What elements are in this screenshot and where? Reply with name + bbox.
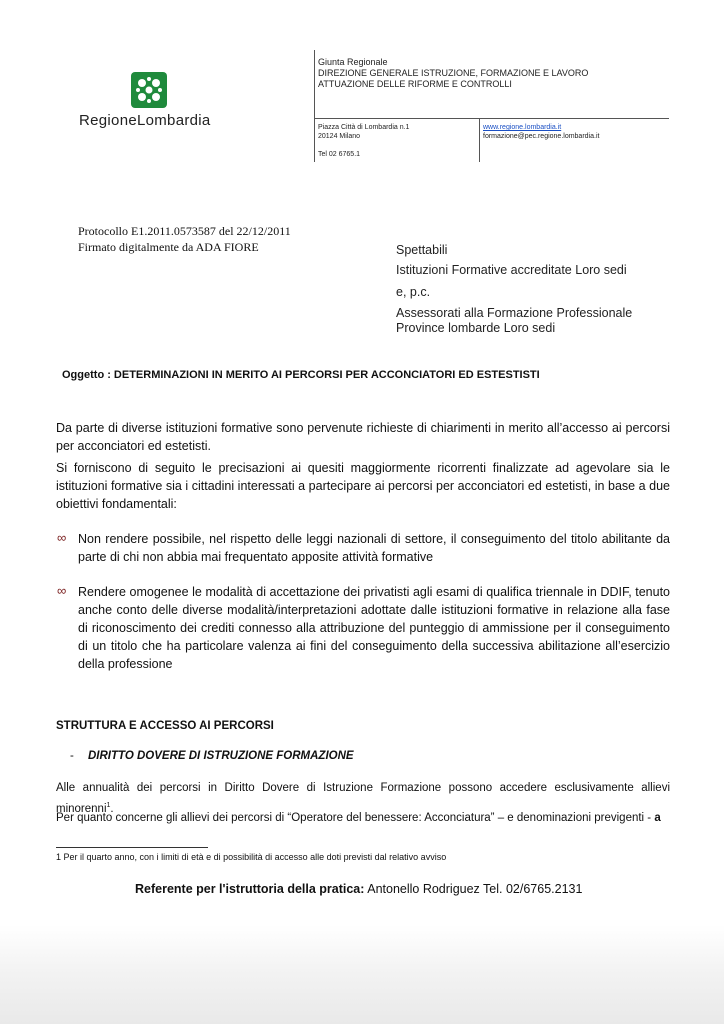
protocol-signature: Firmato digitalmente da ADA FIORE	[78, 240, 259, 254]
referent-label: Referente per l'istruttoria della pratica:	[135, 882, 365, 896]
referent-contact: Antonello Rodriguez Tel. 02/6765.2131	[367, 882, 583, 896]
region-logo-text: RegioneLombardia	[79, 112, 211, 129]
header-website-link[interactable]: www.regione.lombardia.it	[483, 124, 562, 131]
header-email: formazione@pec.regione.lombardia.it	[483, 133, 600, 140]
letter-subject: Oggetto : DETERMINAZIONI IN MERITO AI PERCORSI PER ACCONCIATORI ED ESTESTISTI	[62, 369, 540, 381]
referent-line	[135, 882, 582, 896]
infinity-bullet-icon: ∞	[57, 583, 67, 598]
header-address-city: 20124 Milano	[318, 133, 361, 140]
recipient-province: Province lombarde Loro sedi	[396, 321, 556, 335]
recipient-pc: e, p.c.	[396, 285, 431, 299]
subsection-dash: -	[70, 750, 74, 762]
header-direzione: DIREZIONE GENERALE ISTRUZIONE, FORMAZIONE E LAVORO	[318, 68, 589, 78]
header-attuazione: ATTUAZIONE DELLE RIFORME E CONTROLLI	[318, 79, 512, 89]
recipient-assessorati: Assessorati alla Formazione Professionale	[396, 306, 633, 320]
footer-decoration	[0, 925, 724, 1024]
infinity-bullet-icon: ∞	[57, 530, 67, 545]
header-divider	[314, 118, 669, 119]
header-phone: Tel 02 6765.1	[318, 151, 361, 158]
rosa-camuna-icon	[131, 72, 167, 108]
section-heading: STRUTTURA E ACCESSO AI PERCORSI	[56, 720, 274, 732]
bullet-item-2: Rendere omogenee le modalità di accettazione dei privatisti agli esami di qualifica triennale in DDIF, tenuto anche conto delle diverse modalità/interpretazioni adottate dalle istituzioni formative in relazione alla fase di riconoscimento dei crediti connesso alla attribuzione del punteggio di ammissione per il conseguimento di un titolo che ha particolare valenza ai fini del conseguimento della successiva abilitazione all’esercizio della professione	[78, 585, 670, 671]
header-left-border	[314, 50, 315, 162]
protocol-number: Protocollo E1.2011.0573587 del 22/12/2011	[78, 224, 291, 238]
subsection-heading: DIRITTO DOVERE DI ISTRUZIONE FORMAZIONE	[88, 750, 354, 762]
paragraph-3-text: Alle annualità dei percorsi in Diritto Dovere di Istruzione Formazione possono accedere esclusivamente allievi minorenni	[56, 782, 670, 815]
body-paragraph-3: Alle annualità dei percorsi in Diritto Dovere di Istruzione Formazione possono accedere esclusivamente allievi minorenni$^1$.	[56, 782, 670, 815]
paragraph-4-text: Per quanto concerne gli allievi dei percorsi di “Operatore del benessere: Acconciatura” – e denominazioni previgenti -	[56, 812, 652, 824]
recipient-spettabili: Spettabili	[396, 243, 448, 257]
body-paragraph-4	[56, 809, 670, 827]
header-giunta: Giunta Regionale	[318, 57, 388, 67]
footnote-reference[interactable]: 1	[106, 802, 111, 809]
header-address-street: Piazza Città di Lombardia n.1	[318, 124, 410, 131]
body-paragraph-1: Da parte di diverse istituzioni formative sono pervenute richieste di chiarimenti in merito all’accesso ai percorsi per acconciatori ed estetisti.	[56, 421, 670, 453]
region-logo-mark	[131, 72, 167, 108]
footnote-text: 1 Per il quarto anno, con i limiti di età e di possibilità di accesso alle doti previsti dal relativo avviso	[56, 852, 447, 862]
bullet-item-1: Non rendere possibile, nel rispetto delle leggi nazionali di settore, il conseguimento del titolo abilitante da parte di chi non abbia mai frequentato apposite attività formative	[78, 532, 670, 564]
footnote-separator	[56, 847, 208, 848]
paragraph-4-continuation: a	[654, 812, 661, 824]
recipient-istituzioni: Istituzioni Formative accreditate Loro sedi	[396, 263, 627, 277]
body-paragraph-2: Si forniscono di seguito le precisazioni ai quesiti maggiormente ricorrenti finalizzate ad agevolare sia le istituzioni formative sia i cittadini interessati a partecipare ai percorsi per acconciatori ed estetisti, in base a due obiettivi fondamentali:	[56, 461, 670, 511]
header-column-divider	[479, 118, 480, 162]
